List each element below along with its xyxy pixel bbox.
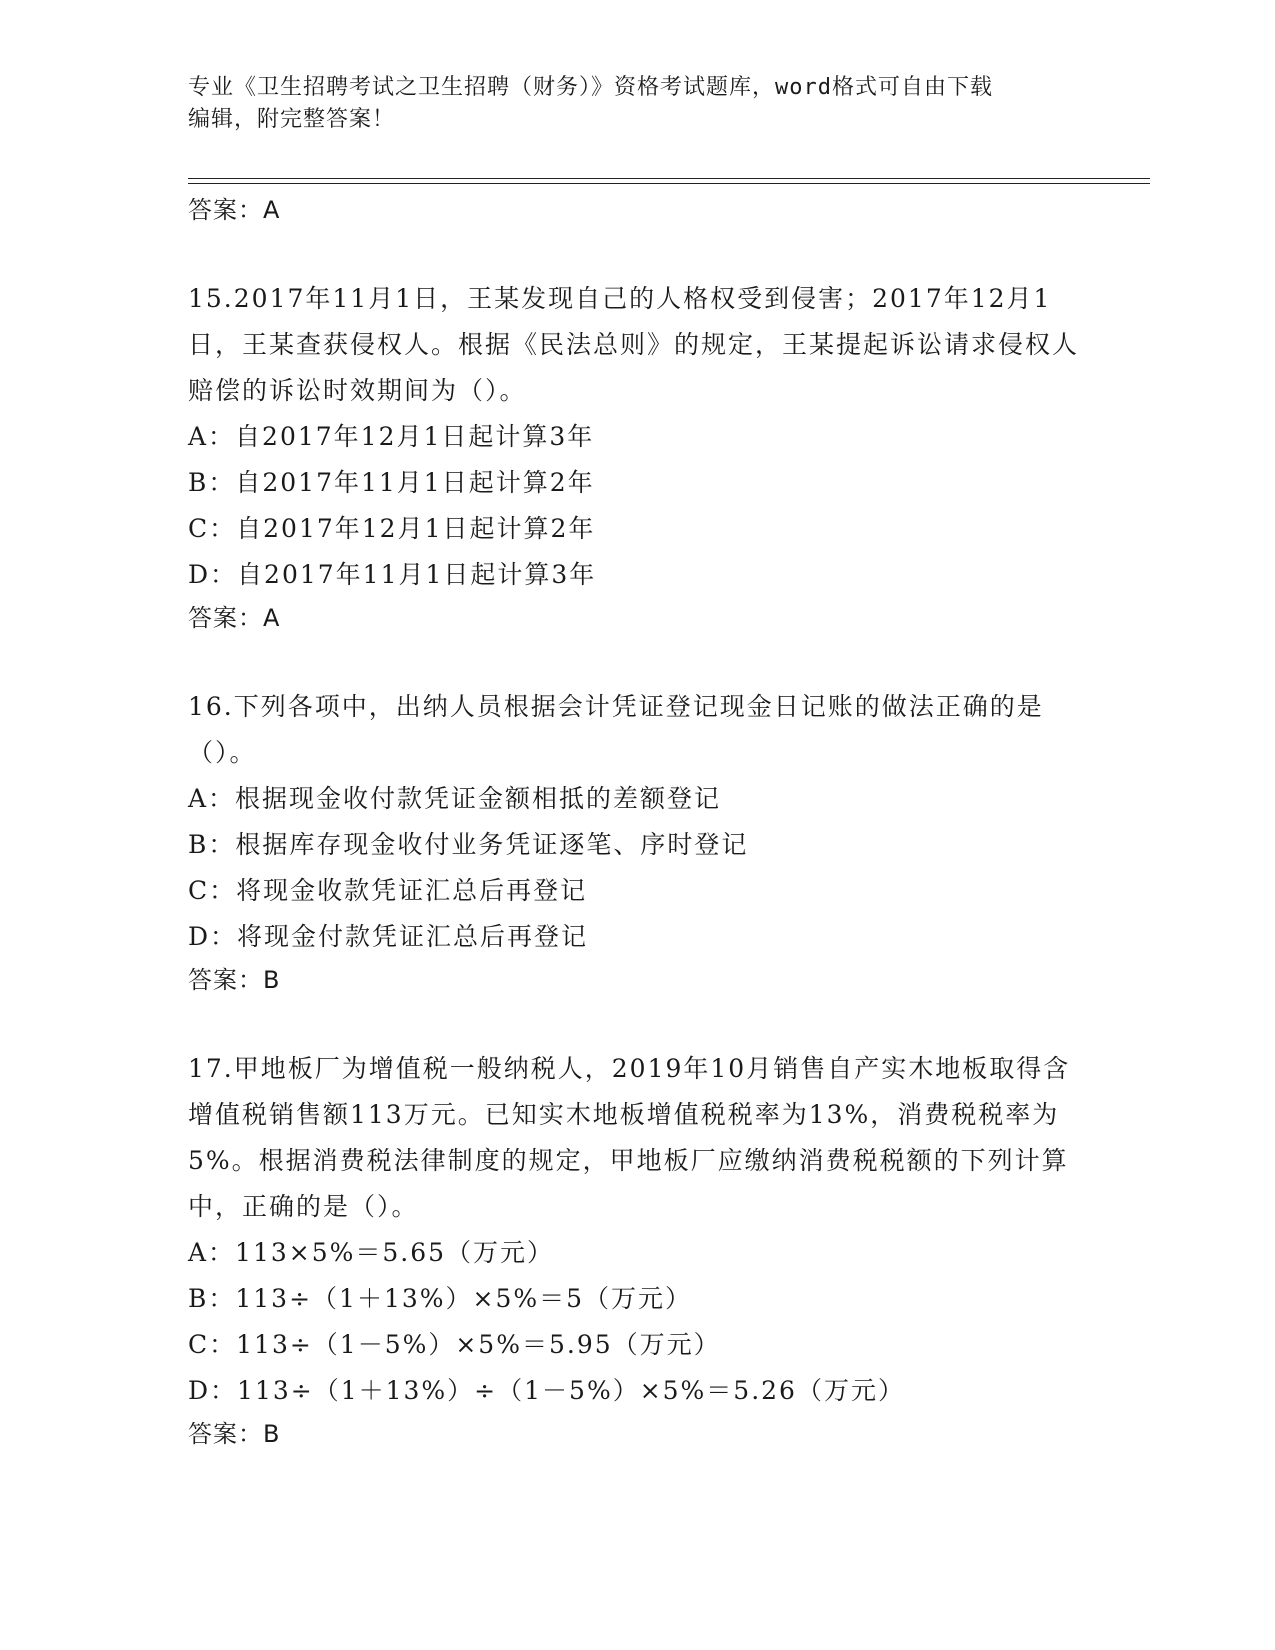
option-d: D：将现金付款凭证汇总后再登记 [188, 922, 589, 951]
option-b: B：根据库存现金收付业务凭证逐笔、序时登记 [188, 830, 749, 859]
option-d: D：113÷（1＋13%）÷（1－5%）×5%＝5.26（万元） [188, 1376, 905, 1405]
option-a: A：根据现金收付款凭证金额相抵的差额登记 [188, 784, 722, 813]
option-b: B：113÷（1＋13%）×5%＝5（万元） [188, 1284, 693, 1313]
answer-label: 答案：B [188, 966, 281, 994]
question-list [188, 190, 1088, 1458]
previous-answer: 答案：A [188, 196, 281, 224]
option-d: D：自2017年11月1日起计算3年 [188, 560, 597, 589]
question-stem: 17.甲地板厂为增值税一般纳税人，2019年10月销售自产实木地板取得含增值税销售额113万元。已知实木地板增值税税率为13%，消费税税率为5%。根据消费税法律制度的规定，甲地板厂应缴纳消费税税额的下列计算中，正确的是（）。 [188, 1054, 1071, 1221]
option-a: A：自2017年12月1日起计算3年 [188, 422, 595, 451]
header-line-1: 专业《卫生招聘考试之卫生招聘（财务）》资格考试题库，word格式可自由下载 [188, 75, 993, 100]
question-17 [188, 1046, 1088, 1458]
question-stem: 16.下列各项中，出纳人员根据会计凭证登记现金日记账的做法正确的是（）。 [188, 692, 1044, 767]
header-divider-top [188, 178, 1150, 179]
header-line-2: 编辑，附完整答案！ [188, 107, 396, 132]
answer-label: 答案：A [188, 604, 281, 632]
question-stem: 15.2017年11月1日，王某发现自己的人格权受到侵害；2017年12月1日，王某查获侵权人。根据《民法总则》的规定，王某提起诉讼请求侵权人赔偿的诉讼时效期间为（）。 [188, 284, 1080, 405]
question-15 [188, 276, 1088, 642]
option-b: B：自2017年11月1日起计算2年 [188, 468, 595, 497]
answer-label: 答案：B [188, 1420, 281, 1448]
option-c: C：自2017年12月1日起计算2年 [188, 514, 596, 543]
header-divider-bottom [188, 183, 1150, 184]
option-a: A：113×5%＝5.65（万元） [188, 1238, 555, 1267]
page-header [188, 72, 1088, 136]
option-c: C：将现金收款凭证汇总后再登记 [188, 876, 588, 905]
option-c: C：113÷（1－5%）×5%＝5.95（万元） [188, 1330, 721, 1359]
question-16 [188, 684, 1088, 1004]
